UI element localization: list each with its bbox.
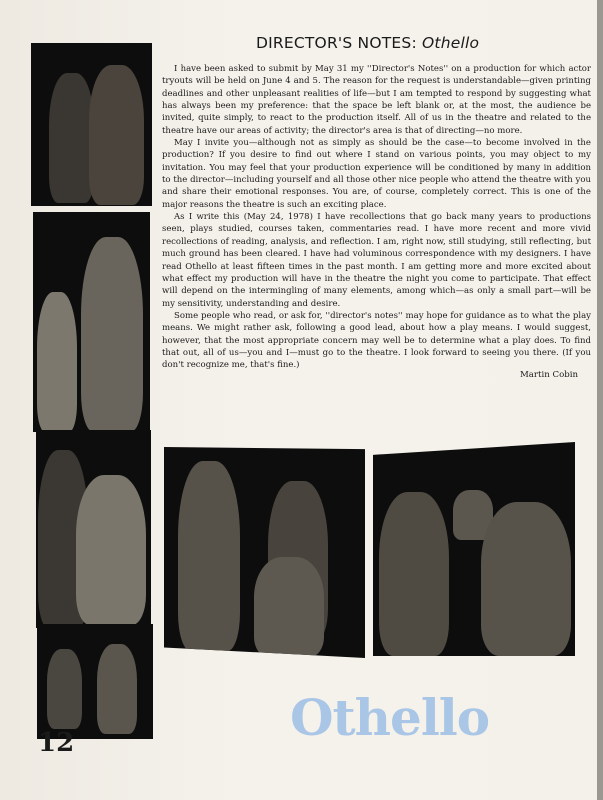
photo-scene-two [33, 212, 150, 432]
page-title-prefix: DIRECTOR'S NOTES: [256, 34, 423, 52]
photo-scene-five [164, 447, 365, 658]
page-number: 12 [38, 728, 75, 758]
othello-logo: Othello [290, 688, 490, 747]
paragraph-1: I have been asked to submit by May 31 my ''Director's Notes'' on a production for which actor tryouts will be held on June 4 and 5. The reason for the request is understandable—given printing deadlines and other unpleasant realities of life—but I am tempted to respond by suggesting what has always been my preference: that the space be left blank or, at the most, the audience be invited, quite simply, to react to the production itself. All of us in the theatre and related to the theatre have our areas of activity; the director's area is that of directing—no more. [162, 64, 591, 136]
page-title [256, 34, 479, 52]
paragraph-4: Some people who read, or ask for, ''director's notes'' may hope for guidance as to what the play means. We might rather ask, following a good lead, about how a play means. I would suggest, however, that the most appropriate concern may well be to determine what a play does. To find that out, all of us—you and I—must go to the theatre. I look forward to seeing you there. (If you don't recognize me, that's fine.) [162, 310, 591, 371]
photo-scene-four [37, 624, 153, 739]
photo-scene-six [373, 442, 575, 656]
article-body [162, 63, 591, 372]
page-title-play: Othello [422, 34, 480, 52]
author-signature: Martin Cobin [520, 370, 579, 380]
photo-scene-three [36, 430, 151, 628]
paragraph-2: May I invite you—although not as simply as should be the case—to become involved in the production? If you desire to find out where I stand on various points, you may object to my invitation. You may feel that your production experience will be conditioned by many in addition to the director—including yourself and all those other nice people who attend the theatre with you and share their emotional responses. You are, of course, completely correct. This is one of the major reasons the theatre is such an exciting place. [162, 138, 591, 210]
photo-othello-desdemona-embrace [31, 43, 152, 206]
paragraph-3: As I write this (May 24, 1978) I have recollections that go back many years to productions seen, plays studied, courses taken, commentaries read. I have more recent and more vivid recollections of reading, analysis, and reflection. I am, right now, still studying, still reflecting, but much ground has been cleared. I have had voluminous correspondence with my designers. I have read Othello at least fifteen times in the past month. I am getting more and more excited about what effect my production will have in the theatre the night you come to participate. That effect will depend on the intermingling of many elements, among which—as only a small part—will be my sensitivity, understanding and desire. [162, 212, 591, 309]
page-edge [597, 0, 603, 800]
